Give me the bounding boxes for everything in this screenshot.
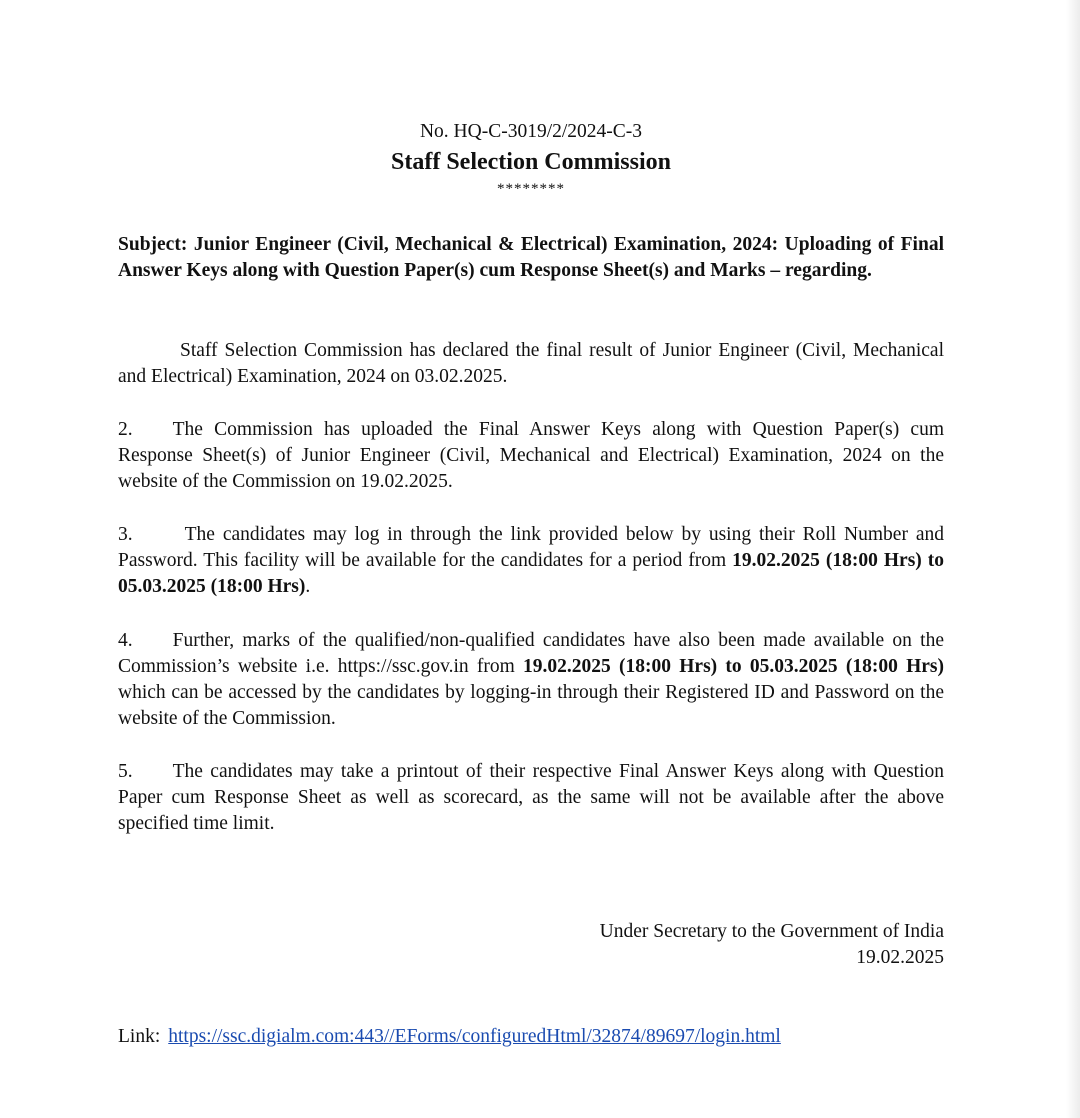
separator-stars: ********	[497, 181, 565, 197]
paragraph-1	[118, 338, 944, 390]
link-label: Link:	[118, 1026, 161, 1047]
paragraph-4-period: 19.02.2025 (18:00 Hrs) to 05.03.2025 (18:00 Hrs)	[523, 656, 944, 677]
organization-title: Staff Selection Commission	[391, 149, 671, 175]
paragraph-5-text: The candidates may take a printout of their respective Final Answer Keys along with Question Paper cum Response Sheet as well as scorecard, as the same will not be available after the above specified time limit.	[118, 761, 944, 834]
paragraph-4-text-a: Further, marks of the qualified/non-qualified candidates have also been made available on the Commission’s website i.e. https://ssc.gov.in from	[118, 630, 944, 677]
signature-date: 19.02.2025	[856, 947, 944, 968]
paragraph-3-number: 3.	[118, 524, 133, 545]
paragraph-1-text: Staff Selection Commission has declared the final result of Junior Engineer (Civil, Mechanical and Electrical) Examination, 2024 on 03.02.2025.	[118, 340, 944, 387]
paragraph-2-number: 2.	[118, 419, 133, 440]
paragraph-3	[118, 522, 944, 600]
paragraph-4-number: 4.	[118, 630, 133, 651]
paragraph-3-period: 19.02.2025 (18:00 Hrs) to 05.03.2025 (18:00 Hrs)	[118, 550, 945, 597]
paragraph-5-number: 5.	[118, 761, 133, 782]
signature-block	[118, 919, 944, 971]
paragraph-4-text-b: which can be accessed by the candidates by logging-in through their Registered ID and Password on the website of the Commission.	[118, 682, 944, 729]
subject-line: Subject: Junior Engineer (Civil, Mechanical & Electrical) Examination, 2024: Uploading of Final Answer Keys along with Question Paper(s) cum Response Sheet(s) and Marks – regarding.	[118, 234, 944, 281]
paragraph-2-text: The Commission has uploaded the Final Answer Keys along with Question Paper(s) cum Response Sheet(s) of Junior Engineer (Civil, Mechanical and Electrical) Examination, 2024 on the website of the Commission on 19.02.2025.	[118, 419, 944, 492]
login-link-line	[118, 1024, 944, 1050]
signatory-designation: Under Secretary to the Government of India	[599, 921, 944, 942]
paragraph-3-end: .	[305, 576, 311, 597]
paragraph-3-text: The candidates may log in through the link provided below by using their Roll Number and Password. This facility will be available for the candidates for a period from	[118, 524, 944, 571]
paragraph-2	[118, 417, 944, 495]
reference-number: No. HQ-C-3019/2/2024-C-3	[419, 121, 643, 142]
page-edge-shadow	[1066, 0, 1080, 1118]
login-link[interactable]: https://ssc.digialm.com:443//EForms/configuredHtml/32874/89697/login.html	[168, 1026, 781, 1047]
paragraph-5	[118, 759, 944, 837]
paragraph-4	[118, 628, 944, 732]
